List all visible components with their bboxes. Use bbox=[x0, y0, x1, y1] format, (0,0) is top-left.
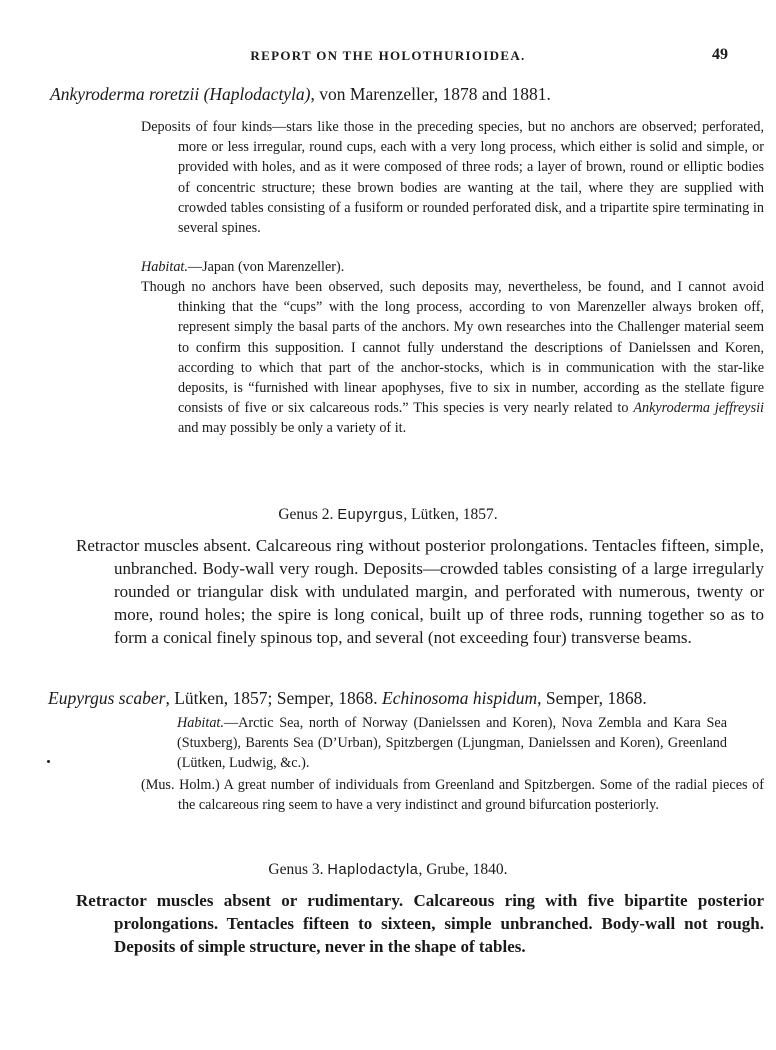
genus-name: Haplodactyla bbox=[327, 862, 419, 878]
museum-note: (Mus. Holm.) A great number of individuals from Greenland and Spitzbergen. Some of the radial pieces of the calcareous ring seem to have a very indistinct and ground bifurcation posteriorly. bbox=[141, 777, 764, 814]
page-header bbox=[0, 46, 776, 68]
species-note bbox=[141, 277, 764, 439]
habitat-label: Habitat. bbox=[177, 715, 224, 731]
habitat-text: —Japan (von Marenzeller). bbox=[187, 259, 345, 275]
note-species: Ankyroderma jeffreysii bbox=[633, 400, 765, 417]
synonym-authority: , Semper, 1868. bbox=[537, 688, 647, 708]
species-name: Ankyroderma roretzii bbox=[50, 84, 200, 104]
genus-heading-haplodactyla bbox=[0, 859, 776, 881]
genus-authority: , Grube, 1840. bbox=[418, 861, 508, 878]
genus-prefix: Genus 2. bbox=[278, 506, 334, 523]
genus-heading-eupyrgus bbox=[0, 504, 776, 526]
species-authority: , von Marenzeller, 1878 and 1881. bbox=[310, 84, 551, 104]
genus-name: Eupyrgus bbox=[337, 507, 404, 523]
genus-prefix: Genus 3. bbox=[268, 861, 324, 878]
genus-description: Retractor muscles absent or rudimentary. Calcareous ring with five bipartite posterior prolongations. Tentacles fifteen to sixteen, simple unbranched. Body-wall not rough. Deposits of simple structure, never in the shape of tables. bbox=[76, 891, 764, 956]
habitat-paragraph bbox=[141, 257, 727, 277]
stray-mark bbox=[47, 760, 50, 763]
genus-description: Retractor muscles absent. Calcareous ring without posterior prolongations. Tentacles fifteen, simple, unbranched. Body-wall very rough. Deposits—crowded tables consisting of a large irregularly rounded or triangular disk with undulated margin, and perforated with numerous, twenty or more, round holes; the spire is long conical, built up of three rods, running together so as to form a conical finely spinous top, and several (not exceeding four) transverse beams. bbox=[76, 536, 764, 647]
species-authority: , Lütken, 1857; Semper, 1868. bbox=[165, 688, 378, 708]
habitat-paragraph bbox=[177, 713, 727, 774]
habitat-label: Habitat. bbox=[141, 259, 188, 275]
species-synonym: Echinosoma hispidum bbox=[382, 688, 538, 708]
note-text: Though no anchors have been observed, such deposits may, nevertheless, be found, and I cannot avoid thinking that the “cups” with the long process, according to von Marenzeller always broken off, represent simply the basal parts of the anchors. My own researches into the Challenger material seem to confirm this supposition. I cannot fully understand the descriptions of Danielssen and Koren, according to which that part of the anchor-stocks, which is in communication with the star-like deposits, is “furnished with linear apophyses, five to six in number, according as the stellate figure consists of five or six calcareous rods.” This species is very nearly related to bbox=[141, 279, 764, 417]
species-heading-eupyrgus bbox=[48, 687, 647, 709]
species-synonym: (Haplodactyla) bbox=[203, 84, 311, 104]
habitat-text: —Arctic Sea, north of Norway (Danielssen and Koren), Nova Zembla and Kara Sea (Stuxberg), Barents Sea (D’Urban), Spitzbergen (Ljungman, Danielssen and Koren), Greenland (Lütken, Ludwig, &c.). bbox=[177, 715, 727, 772]
page-number: 49 bbox=[712, 46, 728, 63]
running-title: REPORT ON THE HOLOTHURIOIDEA. bbox=[250, 48, 526, 63]
genus-authority: , Lütken, 1857. bbox=[403, 506, 498, 523]
species-name: Eupyrgus scaber bbox=[48, 688, 166, 708]
note-end: and may possibly be only a variety of it. bbox=[178, 420, 407, 437]
species-description: Deposits of four kinds—stars like those in the preceding species, but no anchors are observed; perforated, more or less irregular, round cups, each with a very long process, which either is solid and simple, or provided with holes, and as it were composed of three rods; a layer of brown, round or elliptic bodies of concentric structure; these brown bodies are wanting at the tail, where they are supplied with crowded tables consisting of a fusiform or rounded perforated disk, and a tripartite spire terminating in several spines. bbox=[141, 119, 764, 237]
species-heading-ankyroderma bbox=[50, 83, 551, 105]
